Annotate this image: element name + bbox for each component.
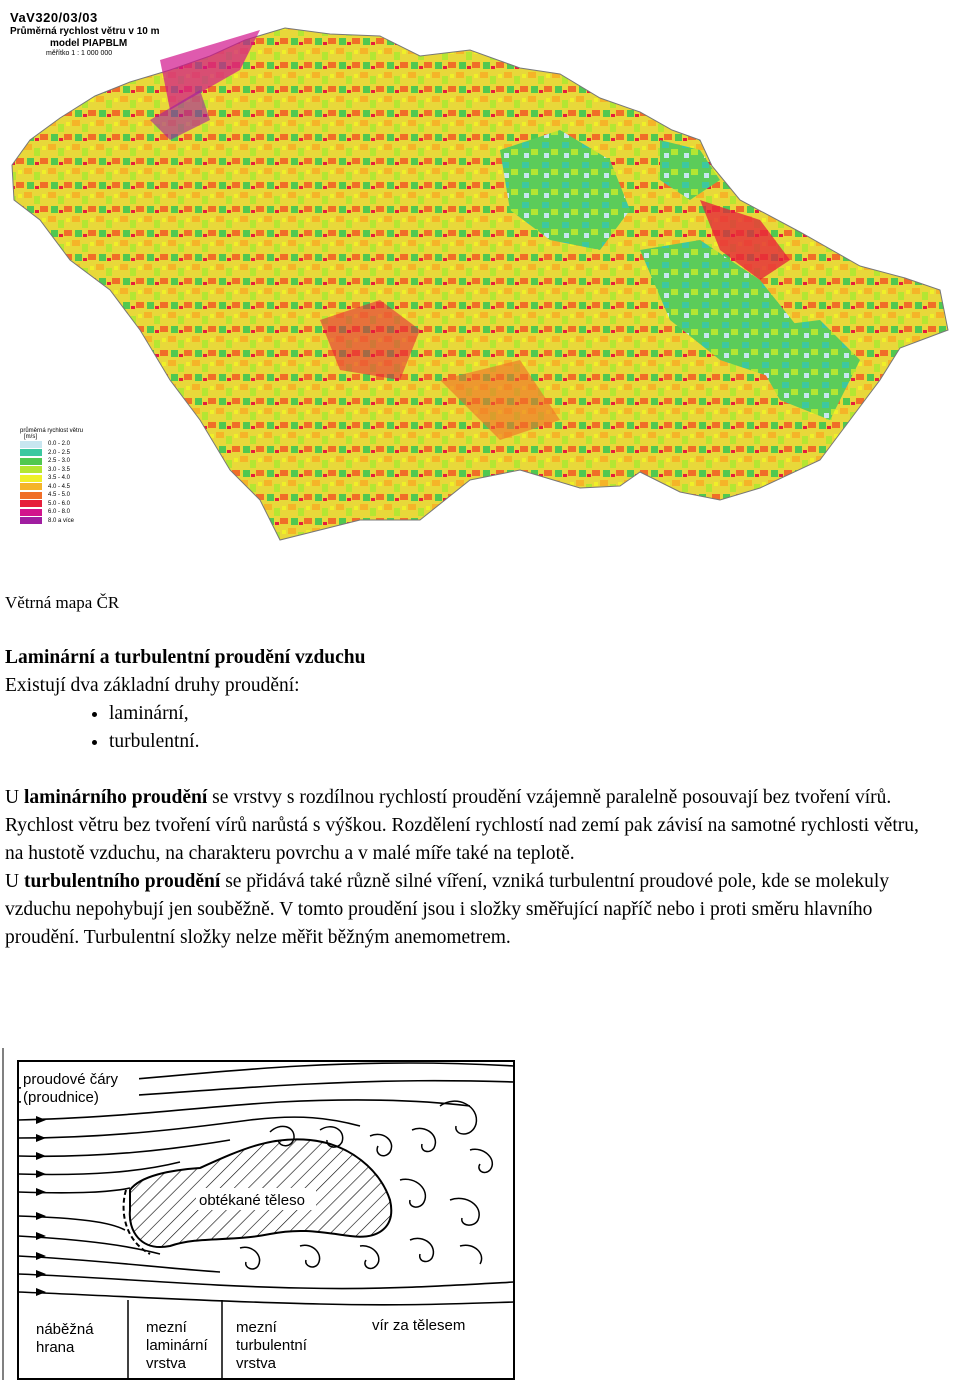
streamlines-label: proudové čáry — [23, 1071, 119, 1088]
turbulent-paragraph: U turbulentního proudění se přidává také různě silné víření, vzniká turbulentní proudové pole, kde se molekuly vzduchu nepohybují jen souběžně. V tomto proudění jsou i složky směřující napříč nebo i proti směru hlavního proudění. Turbulentní složky nelze měřit běžným anemometrem. — [5, 871, 890, 948]
body-label: obtékané těleso — [199, 1192, 305, 1209]
streamlines-sublabel: (proudnice) — [23, 1089, 99, 1106]
list-item: • turbulentní. — [109, 728, 935, 756]
legend-label: 2.5 - 3.0 — [48, 458, 71, 465]
vortex-label: vír za tělesem — [372, 1317, 466, 1334]
legend-item — [20, 449, 83, 458]
laminar-term: laminárního proudění — [23, 787, 208, 808]
legend-item — [20, 440, 83, 449]
legend-label: 3.0 - 3.5 — [48, 466, 71, 473]
legend-swatch — [20, 441, 42, 448]
legend-item — [20, 483, 83, 492]
legend-swatch — [20, 466, 42, 473]
flow-diagram-svg — [0, 1040, 560, 1384]
legend-swatch — [20, 517, 42, 524]
leading-edge-label-1: náběžná — [36, 1321, 94, 1338]
legend-item — [20, 466, 83, 475]
legend-unit: [m/s] — [24, 434, 37, 440]
legend-item — [20, 457, 83, 466]
turbulent-layer-label-2: turbulentní — [236, 1337, 307, 1354]
wind-map — [0, 0, 960, 548]
legend-item — [20, 474, 83, 483]
legend-label: 3.5 - 4.0 — [48, 475, 71, 482]
legend-swatch — [20, 449, 42, 456]
laminar-layer-label-1: mezní — [146, 1319, 187, 1336]
map-caption: Větrná mapa ČR — [5, 593, 120, 612]
flow-diagram — [0, 1040, 560, 1384]
legend-title: průměrná rychlost větru — [20, 428, 84, 434]
legend-item — [20, 508, 83, 517]
legend-swatch — [20, 509, 42, 516]
legend-label: 4.0 - 4.5 — [48, 483, 71, 490]
legend-swatch — [20, 500, 42, 507]
legend-label: 4.5 - 5.0 — [48, 492, 71, 499]
section-heading: Laminární a turbulentní proudění vzduchu — [5, 647, 366, 668]
leading-edge-label-2: hrana — [36, 1339, 75, 1356]
czech-wind-map-image — [0, 0, 960, 548]
turbulent-layer-label-1: mezní — [236, 1319, 277, 1336]
legend-item — [20, 491, 83, 500]
article-body — [5, 644, 935, 952]
legend-label: 6.0 - 8.0 — [48, 509, 71, 516]
laminar-paragraph: U laminárního proudění se vrstvy s rozdílnou rychlostí proudění vzájemně paralelně posouvají bez tvoření vírů. Rychlost větru bez tvoření vírů narůstá s výškou. Rozdělení rychlostí nad zemí pak závisí na samotné rychlosti větru, na hustotě vzduchu, na charakteru povrchu a v malé míře také na teplotě. — [5, 787, 919, 864]
list-item: • laminární, — [109, 700, 935, 728]
legend-item — [20, 500, 83, 509]
laminar-layer-label-3: vrstva — [146, 1355, 187, 1372]
map-legend — [20, 428, 83, 525]
map-code: VaV320/03/03 — [10, 10, 98, 25]
turbulent-layer-label-3: vrstva — [236, 1355, 277, 1372]
legend-swatch — [20, 475, 42, 482]
legend-label: 0.0 - 2.0 — [48, 441, 71, 448]
legend-swatch — [20, 492, 42, 499]
map-title: Průměrná rychlost větru v 10 m — [10, 25, 160, 37]
legend-label: 5.0 - 6.0 — [48, 500, 71, 507]
flow-types-list — [5, 700, 935, 756]
map-model: model PIAPBLM — [50, 37, 128, 49]
map-scale: měřítko 1 : 1 000 000 — [46, 49, 113, 57]
laminar-layer-label-2: laminární — [146, 1337, 208, 1354]
legend-swatch — [20, 458, 42, 465]
intro-text: Existují dva základní druhy proudění: — [5, 675, 300, 696]
map-title-block — [10, 10, 160, 58]
legend-label: 2.0 - 2.5 — [48, 449, 71, 456]
legend-item — [20, 517, 83, 526]
legend-swatch — [20, 483, 42, 490]
turbulent-term: turbulentního proudění — [23, 871, 221, 892]
legend-label: 8.0 a více — [48, 517, 75, 524]
